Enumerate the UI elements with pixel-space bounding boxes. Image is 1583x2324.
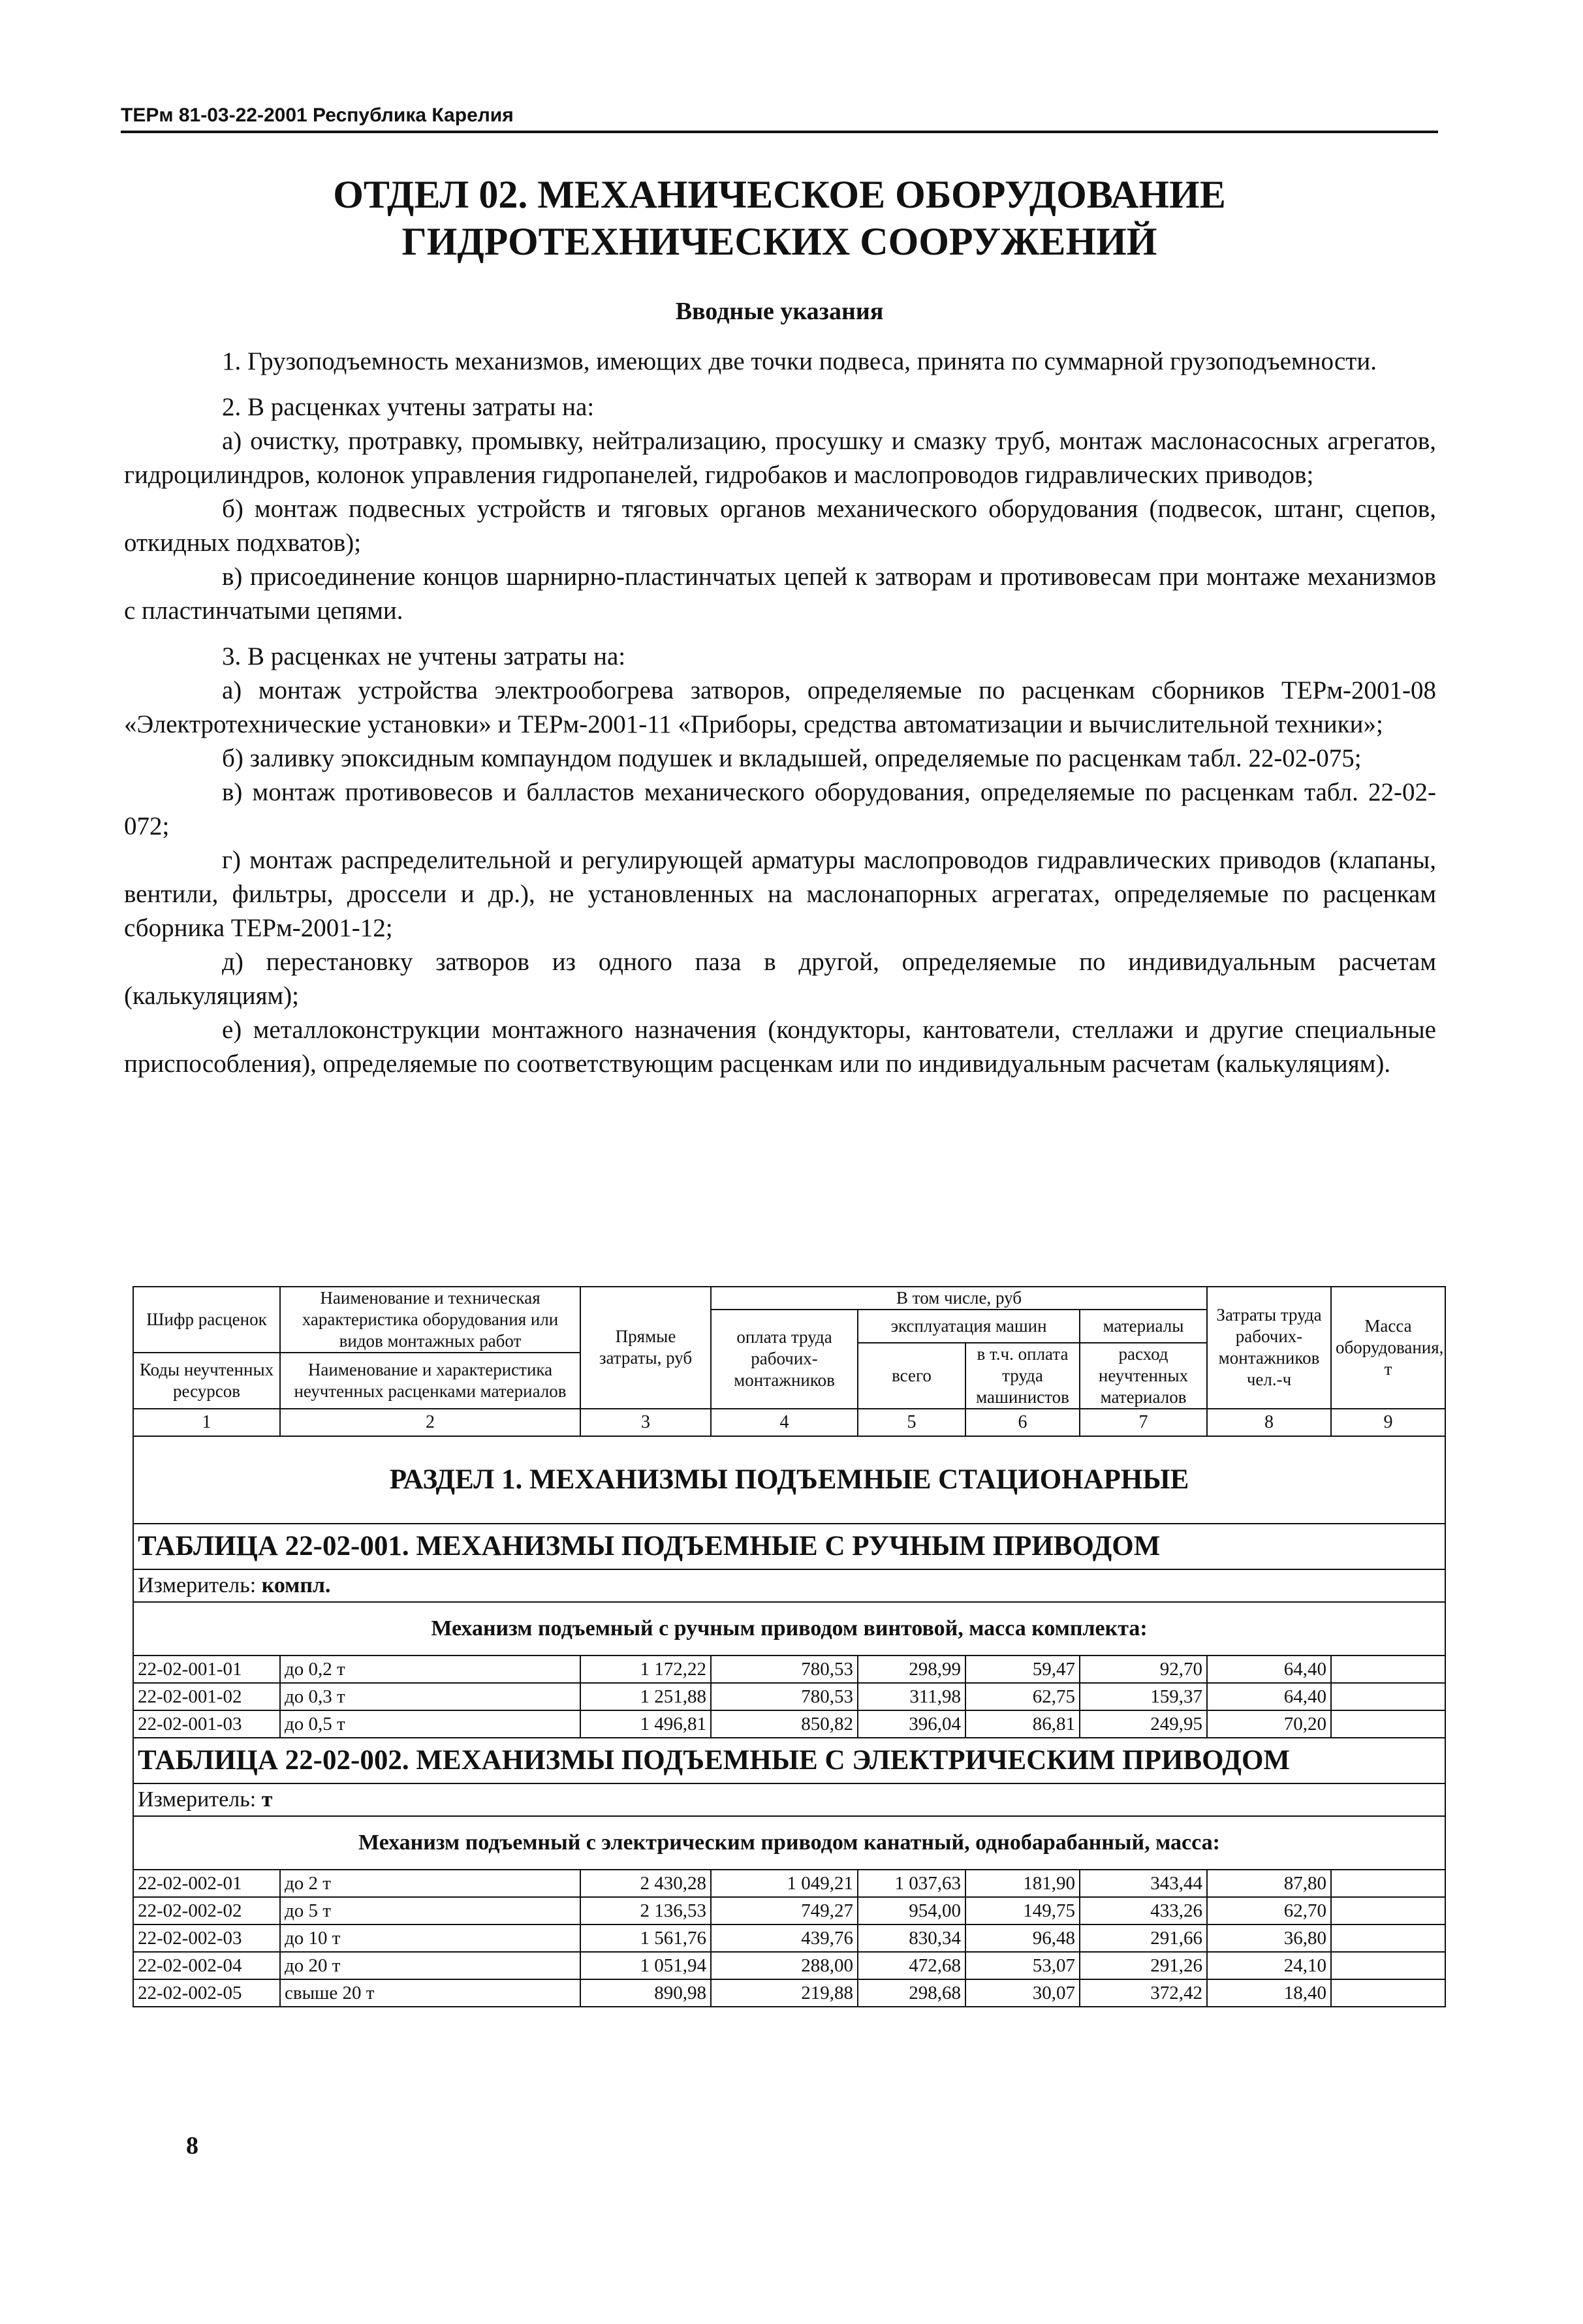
cell-labor-pay: 288,00 [711,1952,858,1979]
table-row [133,1710,1445,1738]
cell-direct: 2 136,53 [580,1897,711,1924]
header-code: Шифр расценок [133,1287,280,1353]
header-materials: материалы [1080,1310,1207,1343]
cell-labor: 18,40 [1207,1979,1331,2007]
cell-name: свыше 20 т [280,1979,580,2007]
paragraph: б) монтаж подвесных устройств и тяговых органов механического оборудования (подвесок, штанг, сцепов, откидных подхватов); [124,495,1436,557]
measure-row [133,1569,1445,1602]
table-row [133,1870,1445,1897]
cell-labor-pay: 1 049,21 [711,1870,858,1897]
cell-machines: 1 037,63 [858,1870,965,1897]
table-title: ТАБЛИЦА 22-02-002. МЕХАНИЗМЫ ПОДЪЕМНЫЕ С ЭЛЕКТРИЧЕСКИМ ПРИВОДОМ [133,1738,1445,1783]
cell-materials: 249,95 [1080,1710,1207,1738]
cell-direct: 2 430,28 [580,1870,711,1897]
header-row [133,1287,1445,1310]
cell-direct: 1 561,76 [580,1924,711,1952]
cell-operators: 149,75 [965,1897,1080,1924]
cell-labor-pay: 749,27 [711,1897,858,1924]
cell-direct: 1 496,81 [580,1710,711,1738]
table-row [133,1897,1445,1924]
cell-direct: 1 251,88 [580,1683,711,1710]
cell-name: до 0,3 т [280,1683,580,1710]
measure-row [133,1783,1445,1816]
cell-name: до 0,5 т [280,1710,580,1738]
paragraph: 3. В расценках не учтены затраты на: [222,642,626,670]
header-including: В том числе, руб [711,1287,1207,1310]
cell-code: 22-02-002-04 [133,1952,280,1979]
cell-code: 22-02-002-03 [133,1924,280,1952]
section-title-line-2: ГИДРОТЕХНИЧЕСКИХ СООРУЖЕНИЙ [401,220,1157,263]
cell-operators: 59,47 [965,1656,1080,1683]
section-row [133,1436,1445,1524]
cell-mass [1331,1952,1445,1979]
measure-value: т [261,1787,273,1812]
cell-mass [1331,1924,1445,1952]
col-number: 9 [1331,1409,1445,1436]
table-row [133,1924,1445,1952]
paragraph: е) металлоконструкции монтажного назначения (кондукторы, кантователи, стеллажи и другие специальные приспособления), определяемые по соответствующим расценкам или по индивидуальным расчетам (калькуляциям). [124,1016,1436,1078]
cell-materials: 92,70 [1080,1656,1207,1683]
group-heading: Механизм подъемный с электрическим приводом канатный, однобарабанный, масса: [133,1816,1445,1870]
cell-direct: 1 172,22 [580,1656,711,1683]
header-name-res: Наименование и характеристика неучтенных расценками материалов [280,1353,580,1409]
cell-labor: 87,80 [1207,1870,1331,1897]
paragraph: г) монтаж распределительной и регулирующей арматуры маслопроводов гидравлических приводов (клапаны, вентили, фильтры, дроссели и др.), не установленных на маслонапорных агрегатах, определяемые по расценкам сборника ТЕРм-2001-12; [124,846,1436,942]
table-row [133,1952,1445,1979]
header-labor-pay: оплата труда рабочих-монтажников [711,1310,858,1409]
cell-labor: 64,40 [1207,1683,1331,1710]
col-number: 7 [1080,1409,1207,1436]
cell-operators: 62,75 [965,1683,1080,1710]
cell-direct: 890,98 [580,1979,711,2007]
col-number: 6 [965,1409,1080,1436]
cell-name: до 2 т [280,1870,580,1897]
cell-materials: 291,26 [1080,1952,1207,1979]
cell-mass [1331,1656,1445,1683]
cell-name: до 20 т [280,1952,580,1979]
cell-code: 22-02-002-05 [133,1979,280,2007]
intro-text [124,345,1436,1081]
paragraph: в) монтаж противовесов и балластов механического оборудования, определяемые по расценкам табл. 22-02-072; [124,778,1436,840]
table-title-row [133,1524,1445,1569]
section-heading: РАЗДЕЛ 1. МЕХАНИЗМЫ ПОДЪЕМНЫЕ СТАЦИОНАРНЫЕ [133,1436,1445,1524]
paragraph: б) заливку эпоксидным компаундом подушек и вкладышей, определяемые по расценкам табл. 22-02-075; [222,744,1362,772]
group-heading: Механизм подъемный с ручным приводом винтовой, масса комплекта: [133,1602,1445,1656]
header-mat-consumption: расход неучтенных материалов [1080,1343,1207,1409]
cell-name: до 5 т [280,1897,580,1924]
header-total: всего [858,1343,965,1409]
cell-code: 22-02-002-01 [133,1870,280,1897]
table-row [133,1979,1445,2007]
cell-operators: 86,81 [965,1710,1080,1738]
paragraph: в) присоединение концов шарнирно-пластинчатых цепей к затворам и противовесам при монтаже механизмов с пластинчатыми цепями. [124,563,1436,625]
cell-materials: 291,66 [1080,1924,1207,1952]
group-row [133,1602,1445,1656]
cell-mass [1331,1897,1445,1924]
cell-materials: 372,42 [1080,1979,1207,2007]
cell-labor-pay: 219,88 [711,1979,858,2007]
header-direct: Прямые затраты, руб [580,1287,711,1409]
measure-label: Измеритель: [138,1573,257,1597]
intro-subtitle: Вводные указания [675,298,884,325]
header-name: Наименование и техническая характеристика оборудования или видов монтажных работ [280,1287,580,1353]
cell-name: до 0,2 т [280,1656,580,1683]
measure [133,1569,1445,1602]
cell-machines: 472,68 [858,1952,965,1979]
group-row [133,1816,1445,1870]
cell-labor: 62,70 [1207,1897,1331,1924]
cell-name: до 10 т [280,1924,580,1952]
running-header: ТЕРм 81-03-22-2001 Республика Карелия [121,104,1438,133]
section-title [121,171,1438,265]
cell-direct: 1 051,94 [580,1952,711,1979]
col-number: 5 [858,1409,965,1436]
cell-machines: 311,98 [858,1683,965,1710]
paragraph: д) перестановку затворов из одного паза в другой, определяемые по индивидуальным расчетам (калькуляциям); [124,948,1436,1010]
col-number: 8 [1207,1409,1331,1436]
cell-labor-pay: 850,82 [711,1710,858,1738]
cell-machines: 298,99 [858,1656,965,1683]
cell-labor-pay: 780,53 [711,1683,858,1710]
cell-labor: 36,80 [1207,1924,1331,1952]
cell-labor: 24,10 [1207,1952,1331,1979]
cell-code: 22-02-002-02 [133,1897,280,1924]
cell-materials: 433,26 [1080,1897,1207,1924]
cell-operators: 30,07 [965,1979,1080,2007]
col-number: 3 [580,1409,711,1436]
cell-mass [1331,1870,1445,1897]
header-labor: Затраты труда рабочих-монтажников чел.-ч [1207,1287,1331,1409]
col-number: 1 [133,1409,280,1436]
cell-materials: 343,44 [1080,1870,1207,1897]
paragraph: 1. Грузоподъемность механизмов, имеющих две точки подвеса, принята по суммарной грузоподъемности. [222,347,1377,375]
paragraph: 2. В расценках учтены затраты на: [222,393,595,421]
cell-machines: 298,68 [858,1979,965,2007]
cell-operators: 181,90 [965,1870,1080,1897]
paragraph: а) очистку, протравку, промывку, нейтрализацию, просушку и смазку труб, монтаж маслонасосных агрегатов, гидроцилиндров, колонок управления гидропанелей, гидробаков и маслопроводов гидравлических приводов; [124,427,1436,489]
measure-label: Измеритель: [138,1787,257,1812]
page-number: 8 [186,2132,198,2159]
cell-mass [1331,1683,1445,1710]
cell-operators: 53,07 [965,1952,1080,1979]
measure [133,1783,1445,1816]
header-machines: эксплуатация машин [858,1310,1080,1343]
section-title-line-1: ОТДЕЛ 02. МЕХАНИЧЕСКОЕ ОБОРУДОВАНИЕ [333,173,1226,216]
header-mass: Масса оборудования, т [1331,1287,1445,1409]
cell-machines: 830,34 [858,1924,965,1952]
cell-labor: 70,20 [1207,1710,1331,1738]
cell-machines: 396,04 [858,1710,965,1738]
paragraph: а) монтаж устройства электрообогрева затворов, определяемые по расценкам сборников ТЕРм-2001-08 «Электротехнические установки» и ТЕРм-2001-11 «Приборы, средства автоматизации и вычислительной техники»; [124,676,1436,738]
cell-labor-pay: 780,53 [711,1656,858,1683]
table-row [133,1656,1445,1683]
cell-operators: 96,48 [965,1924,1080,1952]
measure-value: компл. [261,1573,331,1597]
table-title-row [133,1738,1445,1783]
rates-table [133,1286,1446,2007]
cell-mass [1331,1979,1445,2007]
cell-labor-pay: 439,76 [711,1924,858,1952]
cell-materials: 159,37 [1080,1683,1207,1710]
cell-code: 22-02-001-02 [133,1683,280,1710]
cell-labor: 64,40 [1207,1656,1331,1683]
cell-code: 22-02-001-03 [133,1710,280,1738]
column-numbers-row [133,1409,1445,1436]
table-row [133,1683,1445,1710]
col-number: 4 [711,1409,858,1436]
header-codes-res: Коды неучтенных ресурсов [133,1353,280,1409]
cell-code: 22-02-001-01 [133,1656,280,1683]
cell-mass [1331,1710,1445,1738]
header-operators: в т.ч. оплата труда машинистов [965,1343,1080,1409]
col-number: 2 [280,1409,580,1436]
table-title: ТАБЛИЦА 22-02-001. МЕХАНИЗМЫ ПОДЪЕМНЫЕ С РУЧНЫМ ПРИВОДОМ [133,1524,1445,1569]
cell-machines: 954,00 [858,1897,965,1924]
